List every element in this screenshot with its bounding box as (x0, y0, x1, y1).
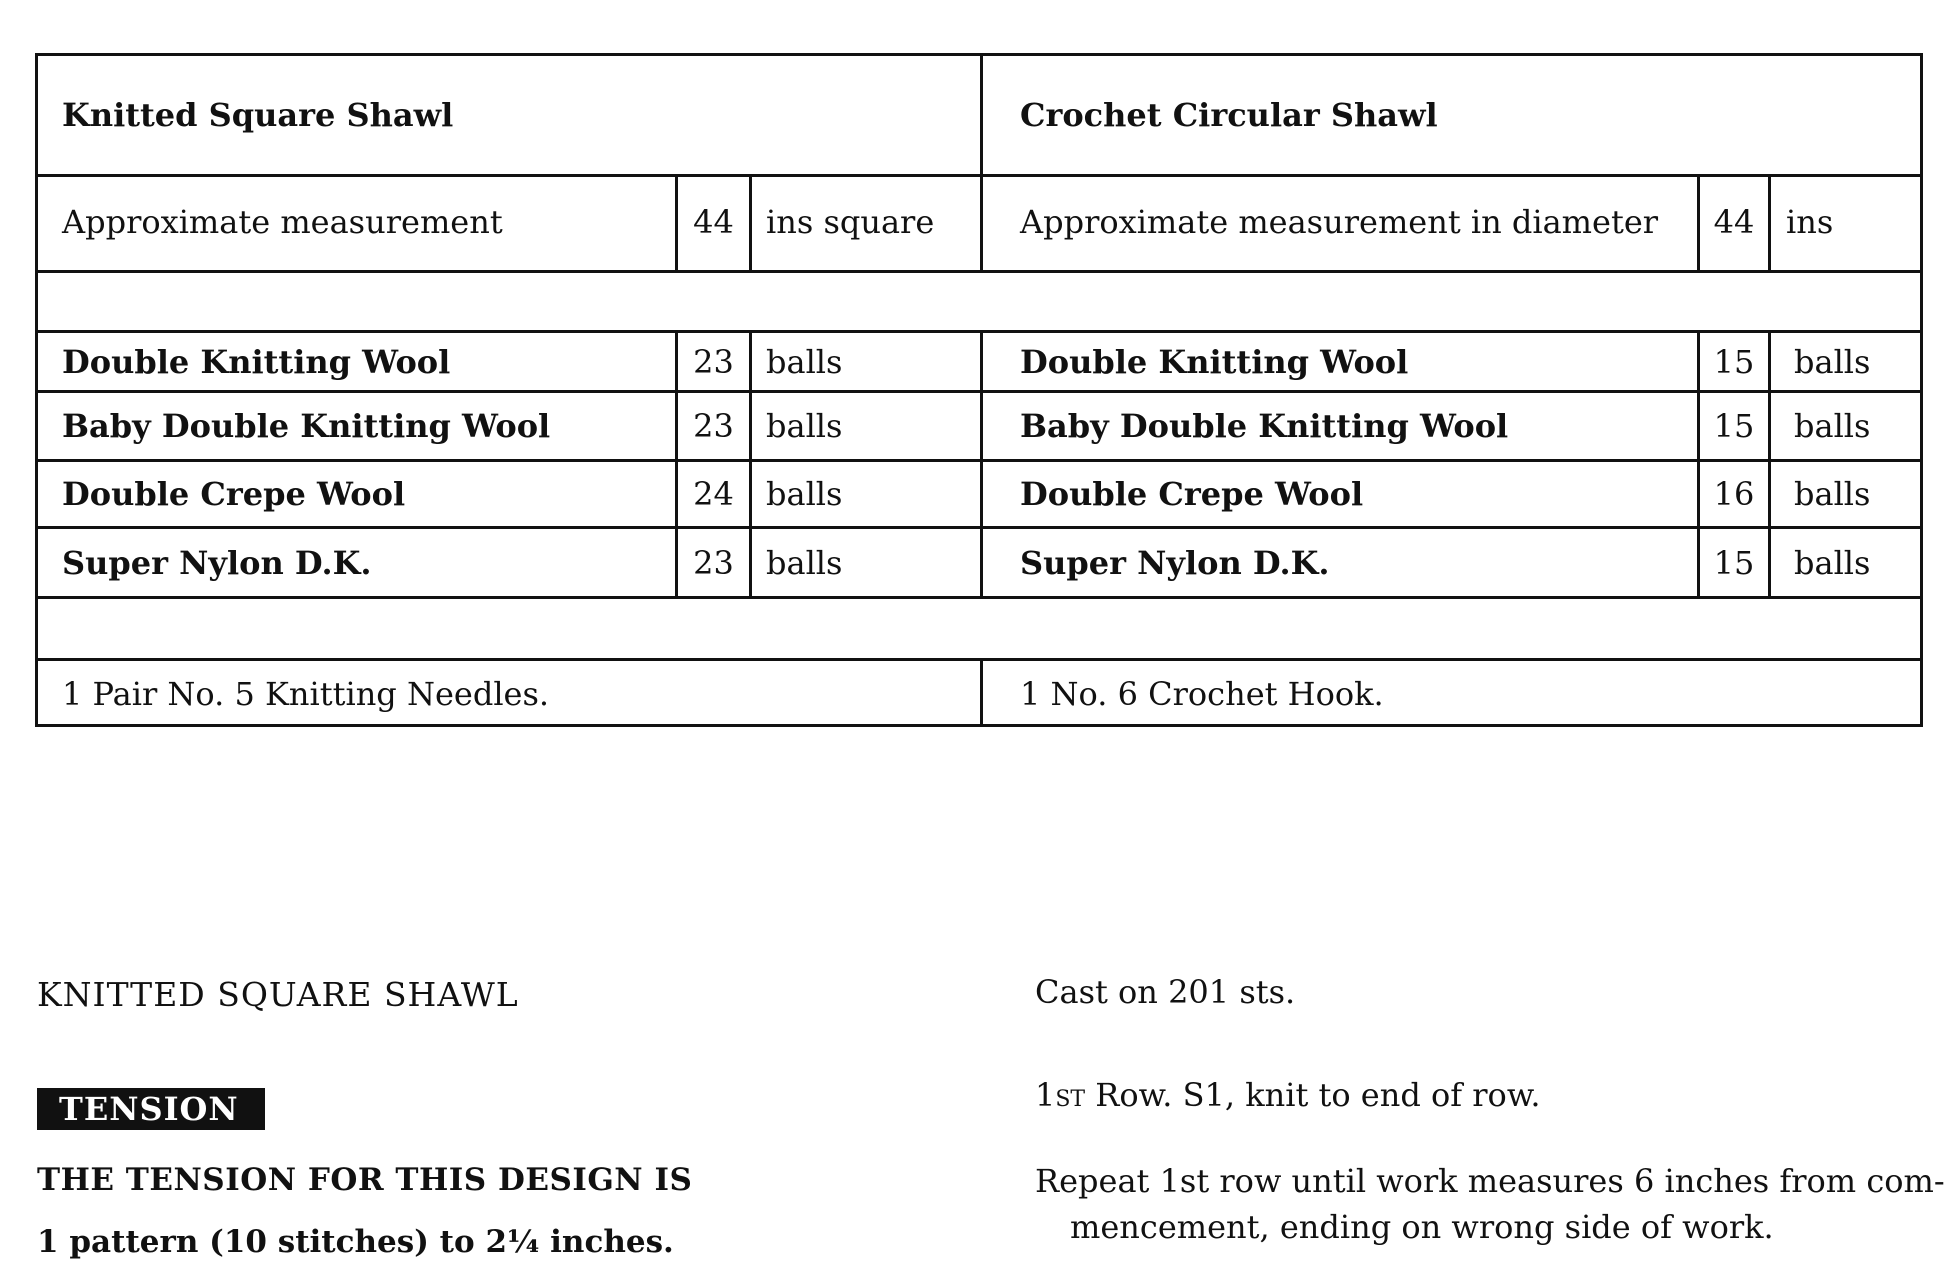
right-yarn-label: Super Nylon D.K. (1020, 543, 1330, 582)
right-yarn-unit: balls (1794, 407, 1871, 445)
right-yarn-qty: 16 (1713, 475, 1755, 513)
left-yarn-qty: 23 (693, 543, 734, 582)
row-1-ordinal: 1st (1035, 1076, 1086, 1114)
table-rule (38, 596, 1920, 599)
right-yarn-qty: 15 (1713, 543, 1755, 582)
right-yarn-unit: balls (1794, 475, 1871, 513)
left-yarn-label: Baby Double Knitting Wool (62, 407, 551, 445)
left-yarn-qty: 23 (693, 342, 734, 381)
left-yarn-qty: 23 (693, 407, 734, 445)
right-measure-label: Approximate measurement in diameter (1020, 203, 1659, 241)
left-measure-value: 44 (693, 203, 734, 241)
left-yarn-unit: balls (766, 407, 843, 445)
left-yarn-label: Super Nylon D.K. (62, 543, 372, 582)
row-1-text: Row. S1, knit to end of row. (1095, 1076, 1541, 1114)
left-title: Knitted Square Shawl (62, 96, 454, 134)
table-divider (749, 174, 752, 273)
left-measure-unit: ins square (766, 203, 935, 241)
left-yarn-label: Double Crepe Wool (62, 475, 406, 513)
tension-badge: TENSION (37, 1088, 265, 1130)
tension-line-1: THE TENSION FOR THIS DESIGN IS (37, 1162, 693, 1198)
section-title: KNITTED SQUARE SHAWL (37, 975, 519, 1014)
row-1-instruction (1035, 1076, 1541, 1114)
yarn-requirements-table (35, 53, 1923, 727)
repeat-instruction-line-2: mencement, ending on wrong side of work. (1070, 1208, 1774, 1246)
table-rule (38, 270, 1920, 273)
table-divider (1768, 174, 1771, 273)
table-divider (1768, 330, 1771, 599)
right-measure-value: 44 (1713, 203, 1755, 241)
right-yarn-qty: 15 (1713, 342, 1755, 381)
table-divider (749, 330, 752, 599)
right-yarn-unit: balls (1794, 543, 1871, 582)
right-yarn-qty: 15 (1713, 407, 1755, 445)
table-divider (980, 658, 983, 726)
right-yarn-label: Baby Double Knitting Wool (1020, 407, 1509, 445)
table-divider (980, 56, 983, 273)
right-title: Crochet Circular Shawl (1020, 96, 1438, 134)
left-tool: 1 Pair No. 5 Knitting Needles. (62, 674, 550, 713)
right-tool: 1 No. 6 Crochet Hook. (1020, 674, 1384, 713)
left-yarn-unit: balls (766, 543, 843, 582)
left-measure-label: Approximate measurement (62, 203, 503, 241)
table-divider (980, 330, 983, 599)
repeat-instruction-line-1: Repeat 1st row until work measures 6 inches from com- (1035, 1162, 1945, 1200)
left-yarn-qty: 24 (693, 475, 734, 513)
left-yarn-unit: balls (766, 342, 843, 381)
tension-line-2: 1 pattern (10 stitches) to 2¼ inches. (37, 1224, 674, 1260)
cast-on-text: Cast on 201 sts. (1035, 973, 1296, 1011)
left-yarn-unit: balls (766, 475, 843, 513)
left-yarn-label: Double Knitting Wool (62, 342, 451, 381)
right-yarn-label: Double Crepe Wool (1020, 475, 1364, 513)
right-measure-unit: ins (1786, 203, 1834, 241)
right-yarn-unit: balls (1794, 342, 1871, 381)
right-yarn-label: Double Knitting Wool (1020, 342, 1409, 381)
